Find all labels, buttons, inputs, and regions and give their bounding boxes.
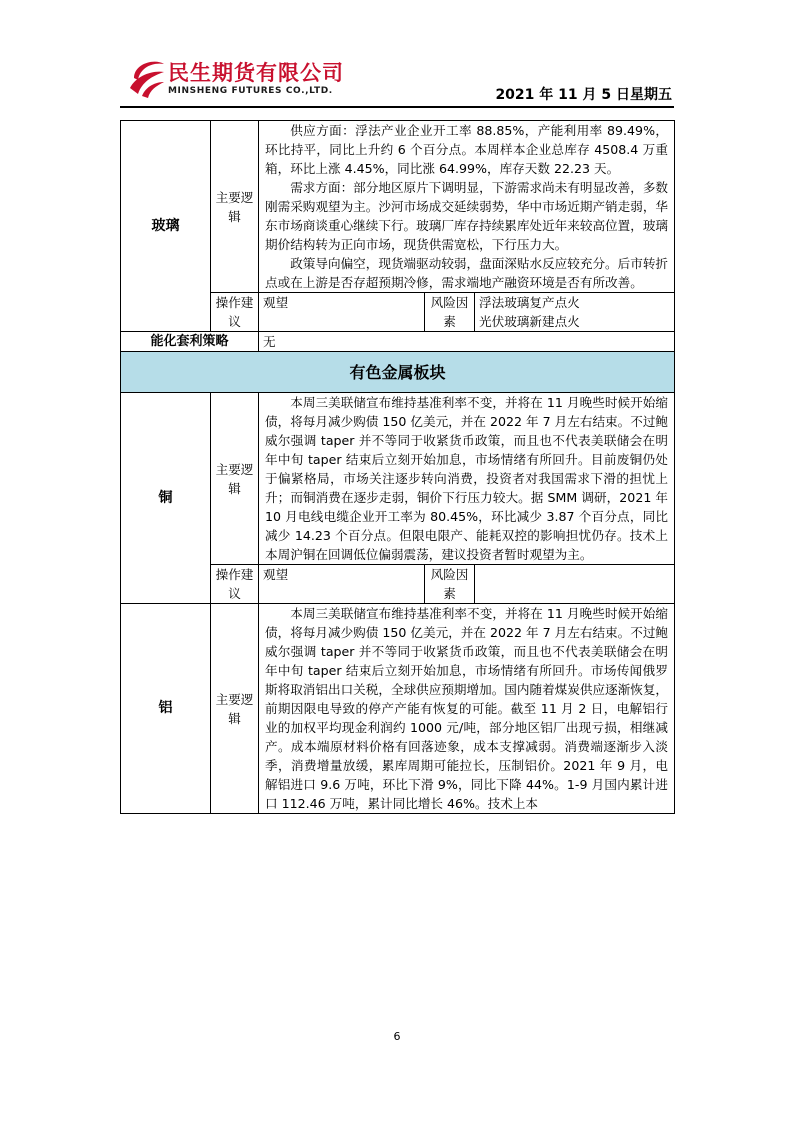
main-logic-label: 主要逻辑	[211, 121, 259, 293]
product-aluminum: 铝	[121, 604, 211, 814]
section-header-row	[121, 352, 675, 393]
company-logo	[128, 56, 368, 102]
glass-risk	[475, 293, 675, 332]
glass-logic	[259, 121, 675, 293]
main-logic-label: 主要逻辑	[211, 604, 259, 814]
strategy-row	[121, 332, 675, 352]
glass-operation: 观望	[259, 293, 425, 332]
copper-operation: 观望	[259, 565, 425, 604]
copper-logic-row	[121, 393, 675, 565]
minsheng-swoosh-logo-icon	[128, 56, 166, 98]
report-table	[120, 120, 675, 814]
risk-label: 风险因素	[425, 293, 475, 332]
aluminum-logic-text: 本周三美联储宣布维持基准利率不变，并将在 11 月晚些时候开始缩债，将每月减少购债 150 亿美元，并在 2022 年 7 月左右结束。不过鲍威尔强调 taper 并不等同于收紧货币政策，而且也不代表美联储会在明年中旬 taper 结束后立刻开始加息，市场情绪有所回升。市场传闻俄罗斯将取消铝出口关税，全球供应预期增加。国内随着煤炭供应逐渐恢复，前期因限电导致的停产产能有恢复的可能。截至 11 月 2 日，电解铝行业的加权平均现金利润约 1000 元/吨，部分地区铝厂出现亏损，相继减产。成本端原材料价格有回落迹象，成本支撑减弱。消费端逐渐步入淡季，消费增量放缓，累库周期可能拉长，压制铝价。2021 年 9 月，电解铝进口 9.6 万吨，环比下滑 9%，同比下降 44%。1-9 月国内累计进口 112.46 万吨，累计同比增长 46%。技术上本	[265, 606, 669, 811]
report-date: 2021 年 11 月 5 日星期五	[495, 87, 672, 103]
section-title-nonferrous: 有色金属板块	[121, 352, 675, 393]
aluminum-logic-row	[121, 604, 675, 814]
arbitrage-strategy-label: 能化套利策略	[121, 332, 259, 352]
main-logic-label: 主要逻辑	[211, 393, 259, 565]
glass-risk-item: 浮法玻璃复产点火	[479, 295, 580, 310]
header-divider	[120, 106, 674, 108]
page-number: 6	[393, 1030, 401, 1043]
arbitrage-strategy-value: 无	[259, 332, 675, 352]
glass-risk-item: 光伏玻璃新建点火	[479, 314, 580, 329]
glass-logic-supply: 供应方面：浮法产业企业开工率 88.85%，产能利用率 89.49%，环比持平，同比上升约 6 个百分点。本周样本企业总库存 4508.4 万重箱，环比上涨 4.45%，同比涨 64.99%，库存天数 22.23 天。	[265, 123, 669, 176]
operation-label: 操作建议	[211, 293, 259, 332]
product-copper: 铜	[121, 393, 211, 604]
copper-logic-text: 本周三美联储宣布维持基准利率不变，并将在 11 月晚些时候开始缩债，将每月减少购债 150 亿美元，并在 2022 年 7 月左右结束。不过鲍威尔强调 taper 并不等同于收紧货币政策，而且也不代表美联储会在明年中旬 taper 结束后立刻开始加息，市场情绪有所回升。目前废铜仍处于偏紧格局，市场关注逐步转向消费，投资者对我国需求下滑的担忧上升；而铜消费在逐步走弱，铜价下行压力较大。据 SMM 调研，2021 年 10 月电线电缆企业开工率为 80.45%，环比减少 3.87 个百分点，同比减少 14.23 个百分点。但限电限产、能耗双控的影响担忧仍存。技术上本周沪铜在回调低位偏弱震荡，建议投资者暂时观望为主。	[265, 395, 669, 562]
glass-logic-policy: 政策导向偏空，现货端驱动较弱，盘面深贴水反应较充分。后市转折点或在上游是否存超预期冷修，需求端地产融资环境是否有所改善。	[265, 256, 669, 290]
copper-logic	[259, 393, 675, 565]
company-name-en: MINSHENG FUTURES CO.,LTD.	[168, 86, 333, 96]
glass-logic-row	[121, 121, 675, 293]
copper-risk	[475, 565, 675, 604]
product-glass: 玻璃	[121, 121, 211, 332]
aluminum-logic	[259, 604, 675, 814]
glass-logic-demand: 需求方面：部分地区原片下调明显，下游需求尚未有明显改善，多数刚需采购观望为主。沙河市场成交延续弱势，华中市场近期产销走弱，华东市场商谈重心继续下行。玻璃厂库存持续累库处近年来较高位置，玻璃期价结构转为正向市场，现货供需宽松，下行压力大。	[265, 180, 669, 252]
operation-label: 操作建议	[211, 565, 259, 604]
risk-label: 风险因素	[425, 565, 475, 604]
company-name-cn: 民生期货有限公司	[168, 61, 344, 85]
